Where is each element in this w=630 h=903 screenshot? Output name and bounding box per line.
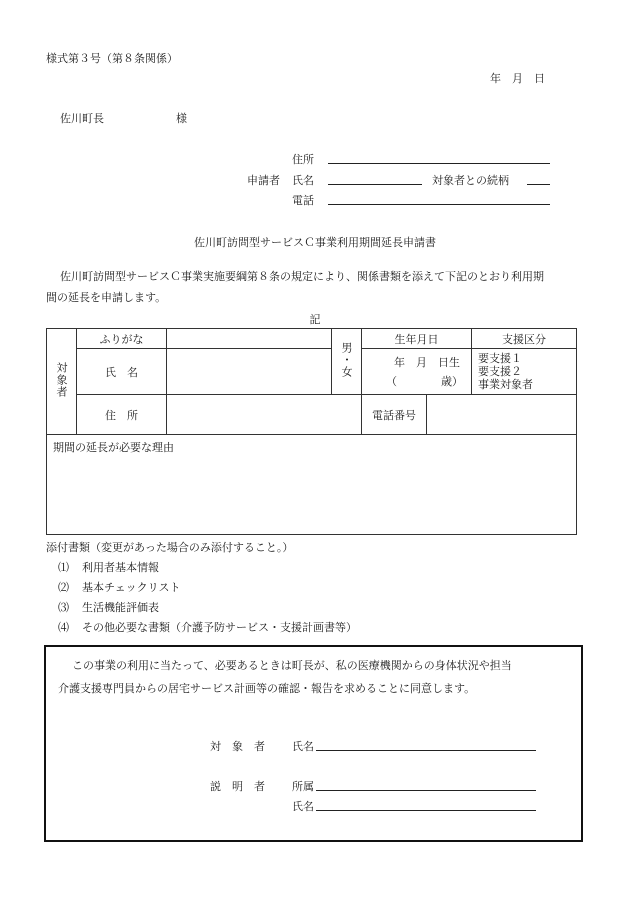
consent-affiliation-line[interactable] <box>316 790 536 791</box>
consent-subject-name-line[interactable] <box>316 750 536 751</box>
applicant-address-line[interactable] <box>328 163 550 164</box>
consent-line-2: 介護支援専門員からの居宅サービス計画等の確認・報告を求めることに同意します。 <box>58 682 476 695</box>
subject-label: 対象者 <box>55 362 68 398</box>
consent-explainer-name-label: 氏名 <box>292 800 314 813</box>
name-label: 氏 名 <box>77 349 167 395</box>
support-option-1[interactable]: 要支援１ <box>478 352 522 365</box>
attachment-num-1: ⑴ <box>58 561 69 574</box>
attachments-heading: 添付書類（変更があった場合のみ添付すること。） <box>46 541 294 554</box>
phone-input[interactable] <box>427 395 577 435</box>
attachment-num-3: ⑶ <box>58 601 69 614</box>
addressee-mayor: 佐川町長 <box>60 112 104 125</box>
attachment-num-4: ⑷ <box>58 621 69 634</box>
support-option-3[interactable]: 事業対象者 <box>478 378 533 391</box>
reason-input[interactable] <box>47 435 577 535</box>
address-input[interactable] <box>167 395 362 435</box>
document-title: 佐川町訪問型サービスＣ事業利用期間延長申請書 <box>194 236 436 249</box>
birthdate-header: 生年月日 <box>362 329 472 349</box>
applicant-name-label: 氏名 <box>292 174 314 187</box>
support-option-2[interactable]: 要支援２ <box>478 365 522 378</box>
intro-line-1: 佐川町訪問型サービスＣ事業実施要綱第８条の規定により、関係書類を添えて下記のとおり利用期 <box>60 270 544 283</box>
attachment-num-2: ⑵ <box>58 581 69 594</box>
attachment-text-3: 生活機能評価表 <box>82 601 159 614</box>
consent-subject-label: 対 象 者 <box>210 740 265 753</box>
subject-info-table <box>46 328 577 535</box>
applicant-role-label: 申請者 <box>247 174 280 187</box>
phone-label: 電話番号 <box>362 395 427 435</box>
age-value: （ 歳） <box>386 374 463 388</box>
support-options[interactable] <box>472 349 577 395</box>
applicant-phone-label: 電話 <box>292 194 314 207</box>
applicant-address-label: 住所 <box>292 153 314 166</box>
relation-line[interactable] <box>527 184 550 185</box>
reason-label: 期間の延長が必要な理由 <box>53 441 174 454</box>
consent-affiliation-label: 所属 <box>292 780 314 793</box>
gender-options: 男・女 <box>340 342 353 378</box>
form-number: 様式第３号（第８条関係） <box>46 52 178 65</box>
name-input[interactable] <box>167 349 332 395</box>
date-field: 年 月 日 <box>490 72 545 85</box>
attachment-text-1: 利用者基本情報 <box>82 561 159 574</box>
applicant-name-line[interactable] <box>328 184 422 185</box>
attachment-text-2: 基本チェックリスト <box>82 581 181 594</box>
birthdate-value: 年 月 日生 <box>394 355 460 369</box>
support-header: 支援区分 <box>472 329 577 349</box>
relation-label: 対象者との続柄 <box>432 174 509 187</box>
birthdate-input[interactable] <box>362 349 472 395</box>
attachment-text-4: その他必要な書類（介護予防サービス・支援計画書等） <box>82 621 357 634</box>
consent-subject-name-label: 氏名 <box>292 740 314 753</box>
ki-label: 記 <box>309 313 321 326</box>
consent-line-1: この事業の利用に当たって、必要あるときは町長が、私の医療機関からの身体状況や担当 <box>72 659 512 672</box>
furigana-input[interactable] <box>167 329 332 349</box>
consent-explainer-name-line[interactable] <box>316 810 536 811</box>
furigana-label: ふりがな <box>77 329 167 349</box>
address-label: 住 所 <box>77 395 167 435</box>
applicant-phone-line[interactable] <box>328 204 550 205</box>
gender-cell[interactable] <box>332 329 362 395</box>
consent-explainer-label: 説 明 者 <box>210 780 265 793</box>
addressee-honorific: 様 <box>176 112 187 125</box>
subject-label-cell <box>47 329 77 435</box>
intro-line-2: 間の延長を申請します。 <box>46 291 167 304</box>
